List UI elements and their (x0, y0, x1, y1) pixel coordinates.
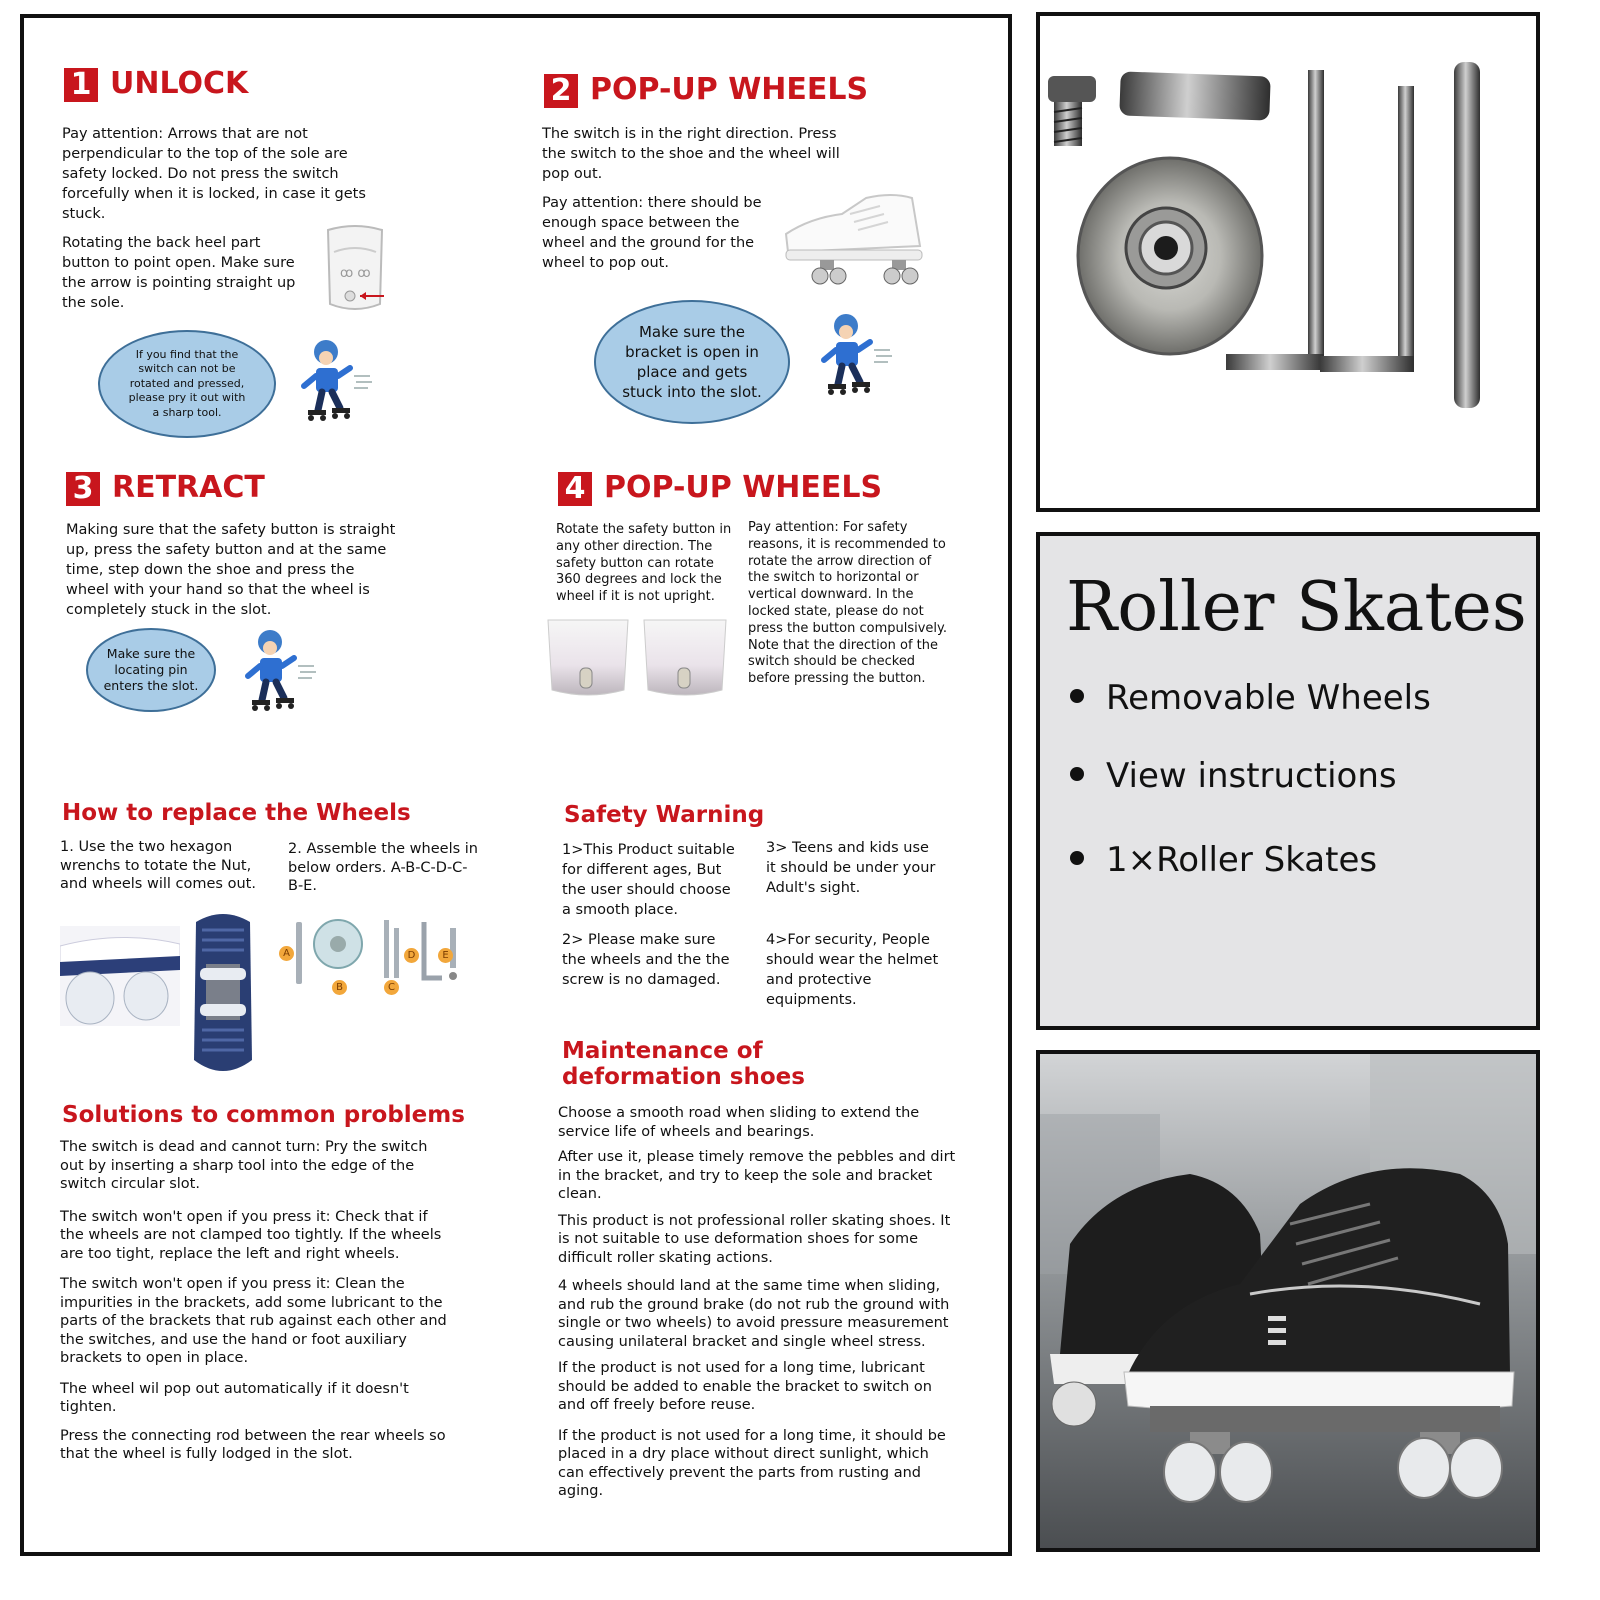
assembly-label-e (438, 948, 453, 963)
section-3-text (66, 520, 396, 620)
section-2-paragraph-2: Pay attention: there should be enough space between the wheel and the ground for the wheel to pop out. (542, 195, 762, 271)
maintenance-item: If the product is not used for a long time, lubricant should be added to enable the bracket to switch on and off freely before reuse. (558, 1360, 932, 1413)
safety-warning-2-text: 2> Please make sure the wheels and the the screw is no damaged. (562, 932, 730, 988)
section-1-tip-text: If you find that the switch can not be rotated and pressed, please pry it out with a sharp tool. (128, 347, 246, 419)
safety-warning-4-text: 4>For security, People should wear the helmet and protective equipments. (766, 932, 939, 1008)
assembly-label-e-text: E (442, 950, 449, 961)
spare-parts-illustration (1040, 16, 1536, 508)
assembly-label-d (404, 948, 419, 963)
section-1-number: 1 (64, 68, 98, 102)
white-skate-shoe-illustration (780, 188, 930, 288)
maintenance-item: Choose a smooth road when sliding to extend the service life of wheels and bearings. (558, 1105, 920, 1140)
black-skate-shoe-photo (1040, 1054, 1536, 1548)
section-2-number: 2 (544, 74, 578, 108)
section-3-tip-text: Make sure the locating pin enters the slot. (103, 646, 199, 693)
skater-kid-icon (238, 626, 318, 712)
svg-text:ꝏ ꝏ: ꝏ ꝏ (340, 266, 371, 281)
section-4-right-paragraph: Pay attention: For safety reasons, it is recommended to rotate the arrow direction of the switch to horizontal or vertical downward. In the locked state, please do not press the button compulsively. Note that the direction of the switch should be checked before pressing the button. (748, 520, 947, 687)
section-2-heading (544, 72, 868, 108)
bullet-dot-icon (1070, 767, 1084, 781)
solution-item: Press the connecting rod between the rear wheels so that the wheel is fully lodged in the slot. (60, 1427, 446, 1462)
parts-photo-panel (1036, 12, 1540, 512)
solution-item: The switch won't open if you press it: Check that if the wheels are not clamped too tightly. If the wheels are too tight, replace the left and right wheels. (60, 1208, 442, 1262)
bullet-dot-icon (1070, 851, 1084, 865)
maintenance-item: This product is not professional roller skating shoes. It is not suitable to use deformation shoes for some difficult roller skating actions. (558, 1212, 951, 1266)
product-bullet-package (1070, 840, 1377, 880)
maintenance-heading: Maintenance of deformation shoes (562, 1038, 805, 1090)
skater-kid-icon (814, 310, 894, 396)
solution-item: The switch is dead and cannot turn: Pry the switch out by inserting a sharp tool into the edge of the switch circular slot. (60, 1139, 428, 1192)
safety-warning-1 (562, 840, 742, 920)
section-2-title: POP-UP WHEELS (590, 72, 869, 107)
section-3-paragraph-1: Making sure that the safety button is straight up, press the safety button and at the same time, step down the shoe and press the wheel with your hand so that the wheel is completely stuck in the slot. (66, 522, 396, 618)
assembly-label-b-text: B (336, 982, 343, 993)
section-1-title: UNLOCK (110, 66, 249, 101)
assembly-label-c-text: C (388, 982, 395, 993)
heel-buttons-illustration (544, 616, 734, 698)
maintenance-item: After use it, please timely remove the pebbles and dirt in the bracket, and try to keep the sole and bracket clean. (558, 1149, 956, 1202)
replace-step-2 (288, 840, 478, 896)
maintenance-item: If the product is not used for a long time, it should be placed in a dry place without direct sunlight, which can effectively prevent the parts from rusting and aging. (558, 1427, 946, 1499)
section-3-number: 3 (66, 472, 100, 506)
product-bullet-text: View instructions (1106, 756, 1397, 796)
assembly-label-c (384, 980, 399, 995)
replace-step-2-text: 2. Assemble the wheels in below orders. A-B-C-D-C- B-E. (288, 841, 478, 894)
section-4-heading (558, 470, 882, 506)
safety-warning-heading: Safety Warning (564, 802, 765, 828)
product-info-panel (1036, 532, 1540, 1030)
safety-warning-4 (766, 930, 956, 1010)
assembly-label-a (279, 946, 294, 961)
assembly-label-d-text: D (407, 950, 416, 961)
section-2-paragraph-1: The switch is in the right direction. Press the switch to the shoe and the wheel will pop out. (542, 126, 840, 182)
safety-warning-3 (766, 838, 941, 898)
section-4-left-text (556, 522, 736, 606)
section-1-heading (64, 66, 248, 102)
maintenance-item: 4 wheels should land at the same time when sliding, and rub the ground brake (do not rub the ground with single or two wheels) to avoid pressure measurement causing unilateral bracket and single wheel stress. (558, 1278, 950, 1350)
solutions-list (60, 1138, 448, 1464)
product-bullet-text: 1×Roller Skates (1106, 840, 1378, 880)
bullet-dot-icon (1070, 689, 1084, 703)
solution-item: The switch won't open if you press it: Clean the impurities in the brackets, add some lubricant to the parts of the brackets that rub against each other and the switches, and use the hand or foot auxiliary brackets to open in place. (60, 1276, 447, 1366)
section-4-number: 4 (558, 472, 592, 506)
product-bullet-view-instructions (1070, 756, 1397, 796)
safety-warning-3-text: 3> Teens and kids use it should be under your Adult's sight. (766, 840, 936, 896)
replace-step-1-text: 1. Use the two hexagon wrenchs to totate the Nut, and wheels will comes out. (60, 839, 256, 892)
safety-warning-2 (562, 930, 732, 990)
replace-step-1 (60, 838, 270, 894)
replace-wheels-heading: How to replace the Wheels (62, 800, 411, 826)
solution-item: The wheel wil pop out automatically if it doesn't tighten. (60, 1380, 409, 1415)
product-title: Roller Skates (1066, 568, 1527, 647)
skater-kid-icon (294, 336, 374, 422)
section-1-paragraph-2: Rotating the back heel part button to point open. Make sure the arrow is pointing straight up the sole. (62, 235, 296, 311)
section-1-paragraph-1: Pay attention: Arrows that are not perpendicular to the top of the sole are safety locked. Do not press the switch forcefully when it is locked, in case it gets stuck. (62, 126, 366, 222)
section-4-left-paragraph: Rotate the safety button in any other direction. The safety button can rotate 360 degrees and lock the wheel if it is not upright. (556, 522, 732, 605)
section-1-tip-bubble (98, 330, 276, 438)
section-4-right-text (748, 520, 948, 688)
section-3-tip-bubble (86, 628, 216, 712)
heel-switch-illustration (320, 222, 390, 314)
section-2-tip-bubble (594, 300, 790, 424)
sole-bracket-photo (188, 910, 258, 1078)
section-3-title: RETRACT (112, 470, 265, 505)
product-bullet-removable-wheels (1070, 678, 1431, 718)
assembly-label-a-text: A (283, 948, 290, 959)
maintenance-list (558, 1104, 958, 1501)
section-4-title: POP-UP WHEELS (604, 470, 883, 505)
section-2-tip-text: Make sure the bracket is open in place and gets stuck into the slot. (622, 323, 762, 401)
skate-shoe-photo-panel (1036, 1050, 1540, 1552)
section-3-heading (66, 470, 265, 506)
assembly-label-b (332, 980, 347, 995)
safety-warning-1-text: 1>This Product suitable for different ages, But the user should choose a smooth place. (562, 842, 735, 918)
instruction-manual (20, 14, 1012, 1556)
wheel-removal-photo (60, 926, 180, 1026)
product-bullet-text: Removable Wheels (1106, 678, 1431, 718)
solutions-heading: Solutions to common problems (62, 1102, 465, 1128)
